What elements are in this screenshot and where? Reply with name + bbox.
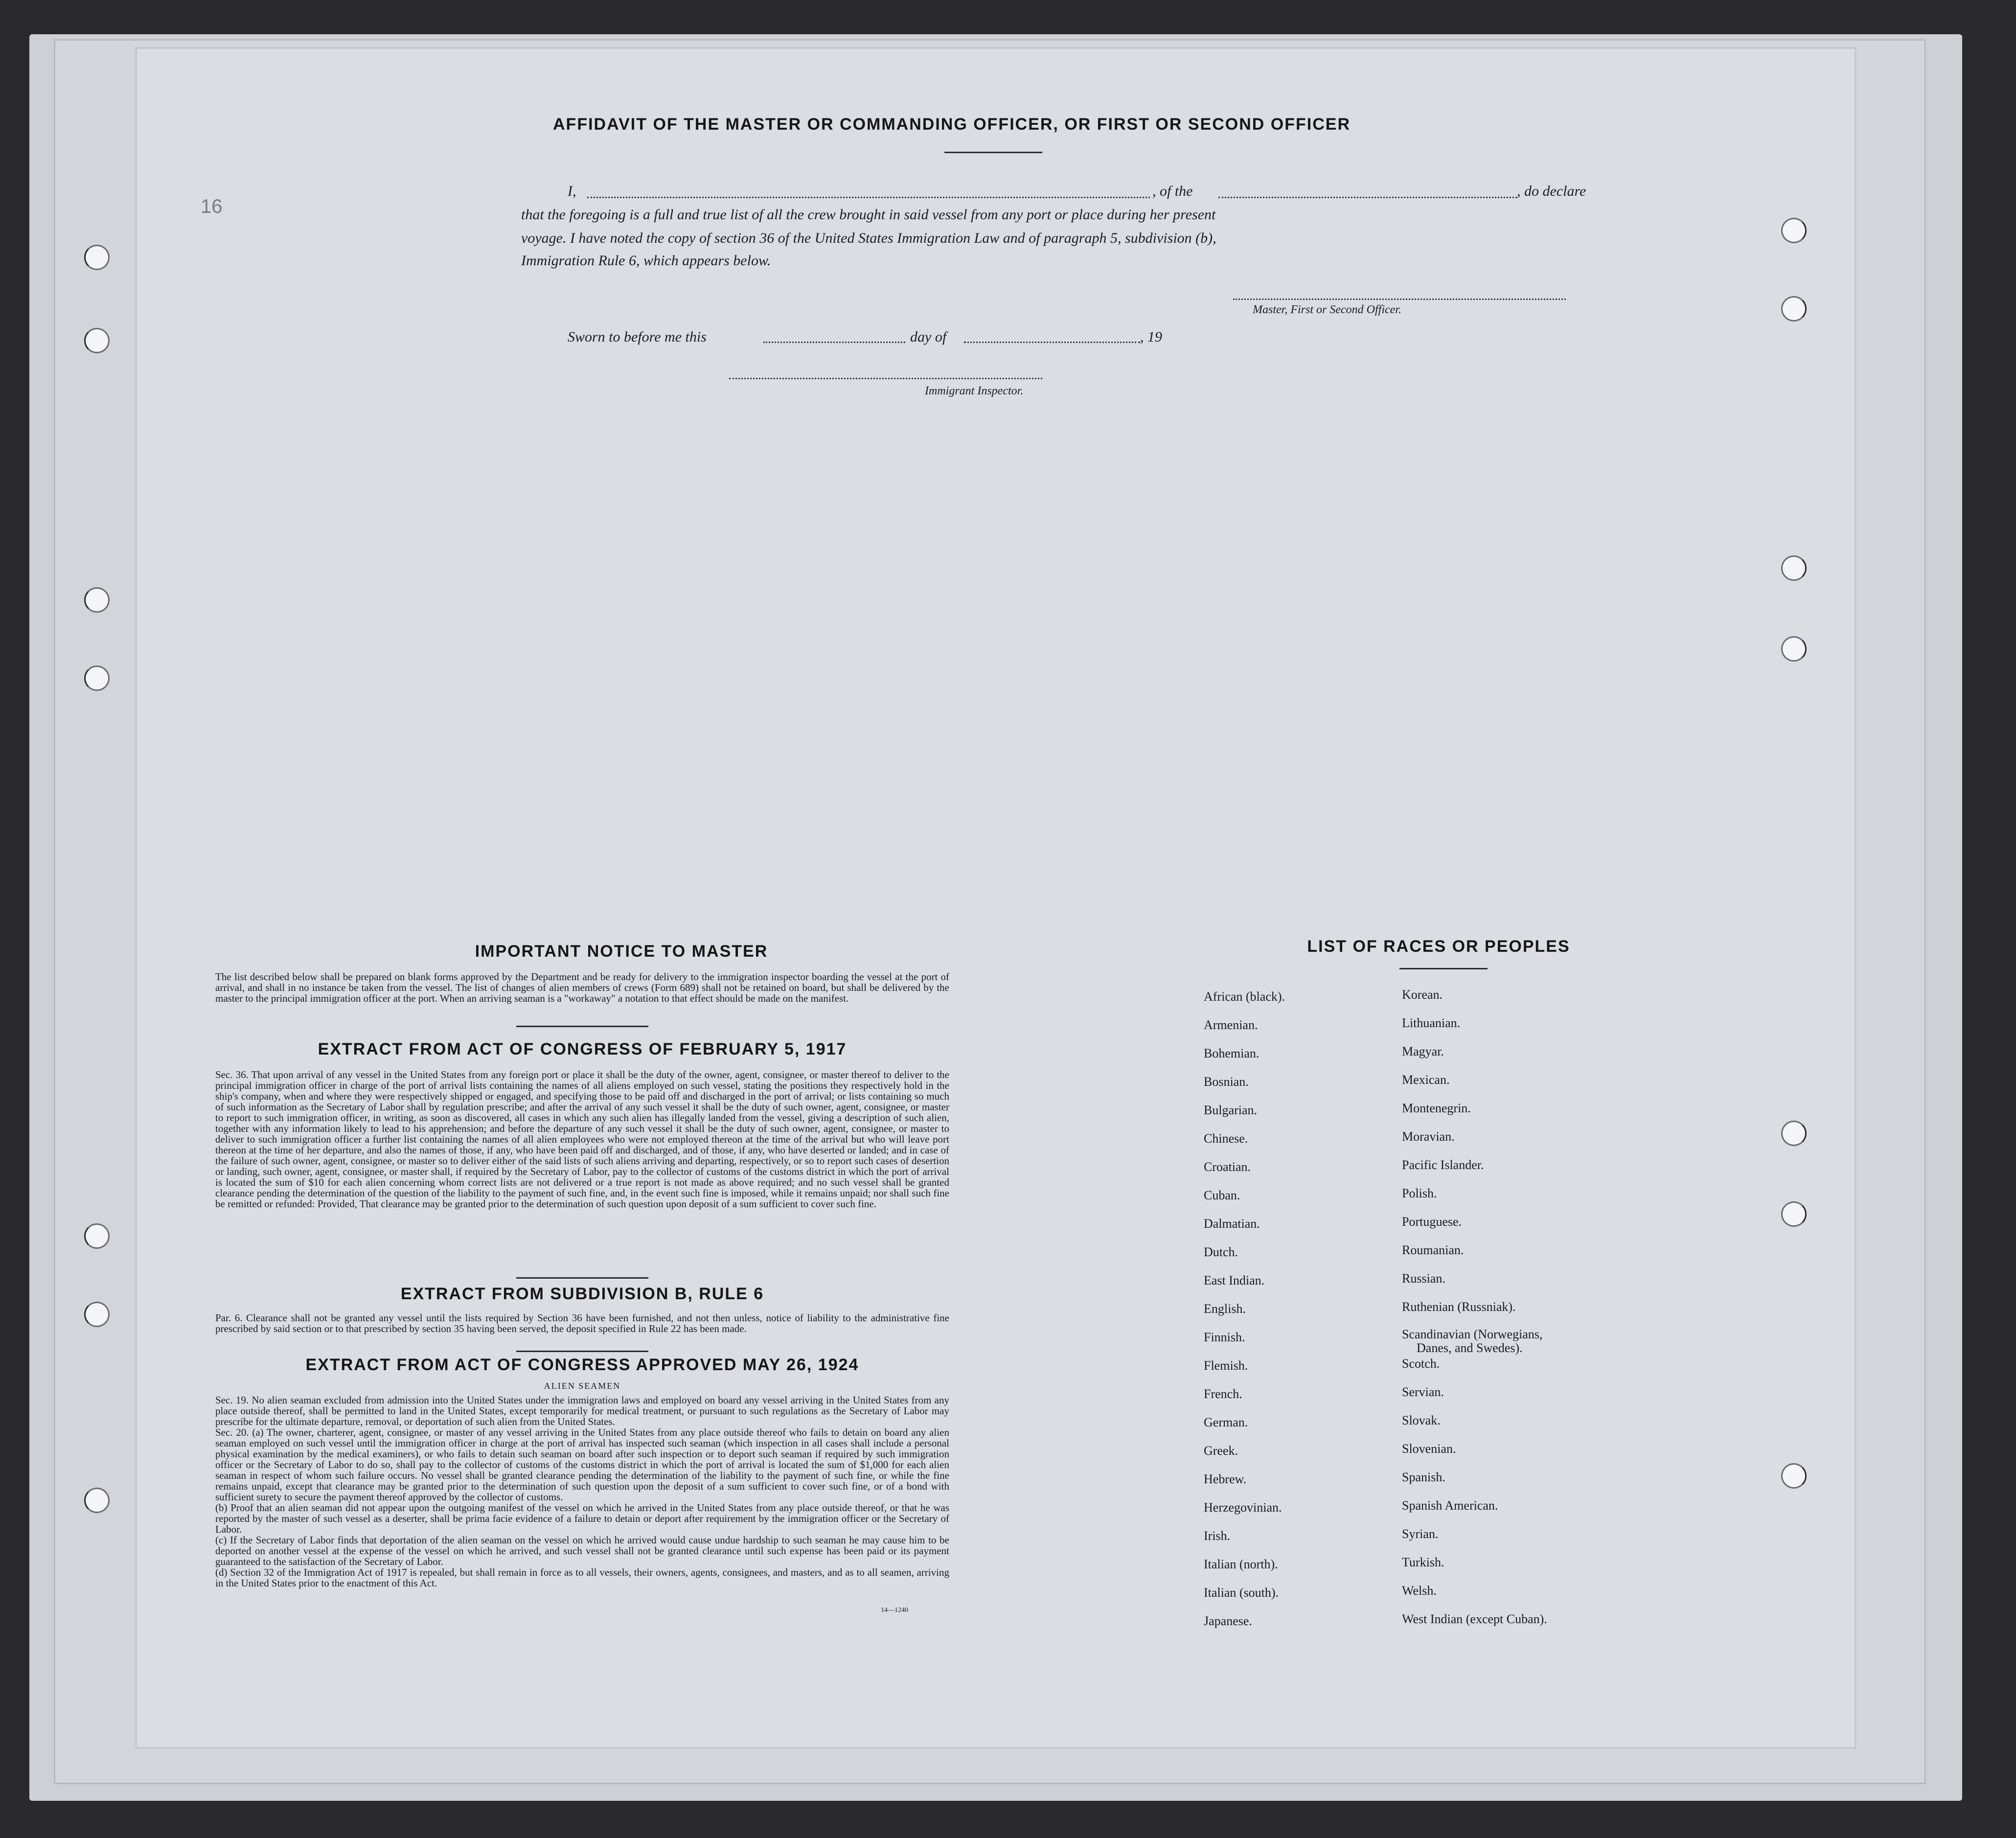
divider (1399, 968, 1488, 969)
affidavit-line-2: that the foregoing is a full and true list of all the crew brought in said vessel from any port or place during her present (521, 207, 1216, 223)
punch-hole (1781, 555, 1807, 581)
page-number: 16 (201, 196, 223, 217)
affidavit-i-label: I, (568, 183, 576, 199)
divider (944, 152, 1042, 153)
extract-1917-title: EXTRACT FROM ACT OF CONGRESS OF FEBRUARY 5, 1917 (318, 1040, 847, 1058)
race-item: Bohemian. (1204, 1046, 1260, 1060)
race-item-continuation: Danes, and Swedes). (1417, 1341, 1523, 1355)
race-item: Russian. (1402, 1271, 1445, 1286)
punch-hole (84, 587, 110, 613)
punch-hole (84, 1223, 110, 1249)
race-item: Montenegrin. (1402, 1101, 1471, 1115)
race-item: Moravian. (1402, 1129, 1455, 1144)
extract-1924-body: Sec. 19. No alien seaman excluded from admission into the United States under the immigration laws and employed on board any vessel arriving in the United States from any place outside thereof, shall be permitted to land in the United States, except temporarily for medical treatment, or pursuant to such regulations as the Secretary of Labor may prescribe for the ultimate departure, removal, or deportation of such alien from the United States. Sec. 20. (a) The owner, charterer, agent, consignee, or master of any vessel arriving in the United States from any place outside thereof who fails to detain on board any alien seaman employed on such vessel until the immigration officer in charge at the port of arrival has inspected such seaman (which inspection in all cases shall include a personal physical examination by the medical examiners), or who fails to detain such seaman on board after such inspection or to deport such seaman if required by such immigration officer or the Secretary of Labor to do so, shall pay to the collector of customs of the customs district in which the port of arrival is located the sum of $1,000 for each alien seaman in respect of whom such failure occurs. No vessel shall be granted clearance pending the determination of the liability to the payment of such fine, or while the fine remains unpaid, except that clearance may be granted prior to the determination of such question upon the deposit of a sum sufficient to cover such fine, or of a bond with sufficient surety to secure the payment thereof approved by the collector of customs. (b) Proof that an alien seaman did not appear upon the outgoing manifest of the vessel on which he arrived in the United States from any place outside thereof, or that he was reported by the master of such vessel as a deserter, shall be prima facie evidence of a failure to detain or deport after requirement by the immigration officer or the Secretary of Labor. (c) If the Secretary of Labor finds that deportation of the alien seaman on the vessel on which he arrived would cause undue hardship to such seaman he may cause him to be deported on another vessel at the expense of the vessel on which he arrived, and such vessel shall not be granted clearance until such expense has been paid or its payment guaranteed to the satisfaction of the Secretary of Labor. (d) Section 32 of the Immigration Act of 1917 is repealed, but shall remain in force as to all vessels, their owners, agents, consignees, and masters, and as to all seamen, arriving in the United States prior to the enactment of this Act. (215, 1394, 949, 1589)
race-item: Roumanian. (1402, 1243, 1464, 1257)
race-item: African (black). (1204, 989, 1285, 1004)
race-item: Pacific Islander. (1402, 1158, 1484, 1172)
race-item: Cuban. (1204, 1188, 1240, 1202)
race-item: Armenian. (1204, 1018, 1258, 1032)
affidavit-do-declare-label: , do declare (1517, 183, 1586, 199)
race-item: Scandinavian (Norwegians, (1402, 1327, 1543, 1341)
inspector-signature-line[interactable] (729, 378, 1042, 379)
year-label: , 19 (1140, 329, 1162, 345)
race-item: Dutch. (1204, 1245, 1238, 1259)
form-number: 14—1240 (881, 1607, 908, 1614)
race-item: Italian (north). (1204, 1557, 1278, 1571)
master-signature-label: Master, First or Second Officer. (1253, 303, 1401, 316)
race-item: Lithuanian. (1402, 1016, 1461, 1030)
punch-hole (84, 328, 110, 353)
notice-body: The list described below shall be prepared on blank forms approved by the Department and be ready for delivery to the immigration inspector boarding the vessel at the port of arrival, and shall in no instance be taken from the vessel. The list of changes of alien members of crews (Form 689) shall not be retained on board, but shall be delivered by the master to the principal immigration officer at the port. When an arriving seaman is a "workaway" a notation to that effect should be made on the manifest. (215, 971, 949, 1004)
race-item: Slovak. (1402, 1413, 1441, 1427)
race-item: Irish. (1204, 1529, 1231, 1543)
punch-hole (84, 245, 110, 270)
race-item: German. (1204, 1415, 1248, 1429)
race-item: Japanese. (1204, 1614, 1252, 1628)
race-item: Polish. (1402, 1186, 1437, 1200)
affidavit-of-the-label: , of the (1152, 183, 1193, 199)
race-item: Spanish. (1402, 1470, 1445, 1484)
sworn-month-blank[interactable] (964, 342, 1140, 343)
race-item: West Indian (except Cuban). (1402, 1612, 1547, 1626)
race-item: Ruthenian (Russniak). (1402, 1300, 1516, 1314)
day-of-label: day of (910, 329, 947, 345)
punch-hole (1781, 636, 1807, 662)
race-item: Syrian. (1402, 1527, 1439, 1541)
race-item: Croatian. (1204, 1160, 1251, 1174)
race-item: Welsh. (1402, 1584, 1437, 1598)
race-item: Mexican. (1402, 1073, 1450, 1087)
affidavit-line-3: voyage. I have noted the copy of section 36 of the United States Immigration Law and of paragraph 5, subdivision (b), (521, 230, 1216, 246)
divider (516, 1351, 648, 1352)
punch-hole (1781, 1121, 1807, 1146)
punch-hole (84, 666, 110, 691)
sworn-day-blank[interactable] (763, 342, 905, 343)
affidavit-title: AFFIDAVIT OF THE MASTER OR COMMANDING OFFICER, OR FIRST OR SECOND OFFICER (553, 115, 1351, 134)
race-item: English. (1204, 1302, 1246, 1316)
race-item: Spanish American. (1402, 1498, 1498, 1513)
race-item: Scotch. (1402, 1356, 1440, 1371)
race-item: Magyar. (1402, 1044, 1444, 1058)
extract-rule6-title: EXTRACT FROM SUBDIVISION B, RULE 6 (400, 1285, 764, 1303)
extract-1924-subtitle: ALIEN SEAMEN (544, 1381, 621, 1391)
inspector-label: Immigrant Inspector. (925, 385, 1024, 397)
race-item: Dalmatian. (1204, 1217, 1260, 1231)
race-item: Flemish. (1204, 1358, 1248, 1373)
race-item: Korean. (1402, 988, 1443, 1002)
race-item: Italian (south). (1204, 1585, 1279, 1600)
race-item: Slovenian. (1402, 1442, 1456, 1456)
vessel-blank[interactable] (1218, 197, 1517, 198)
race-item: Chinese. (1204, 1131, 1248, 1146)
race-item: Servian. (1402, 1385, 1444, 1399)
race-item: Herzegovinian. (1204, 1500, 1282, 1515)
race-item: Hebrew. (1204, 1472, 1247, 1486)
punch-hole (1781, 296, 1807, 322)
punch-hole (1781, 218, 1807, 243)
race-item: East Indian. (1204, 1273, 1265, 1287)
punch-hole (1781, 1463, 1807, 1489)
race-item: Bulgarian. (1204, 1103, 1258, 1117)
race-item: Bosnian. (1204, 1075, 1249, 1089)
affidavit-line-4: Immigration Rule 6, which appears below. (521, 253, 771, 269)
race-item: Turkish. (1402, 1555, 1444, 1569)
punch-hole (1781, 1201, 1807, 1227)
race-item: Greek. (1204, 1444, 1238, 1458)
race-item: Portuguese. (1402, 1215, 1462, 1229)
extract-1924-title: EXTRACT FROM ACT OF CONGRESS APPROVED MAY 26, 1924 (305, 1356, 859, 1374)
punch-hole (84, 1302, 110, 1327)
races-title: LIST OF RACES OR PEOPLES (1307, 937, 1570, 956)
race-item: French. (1204, 1387, 1242, 1401)
notice-title: IMPORTANT NOTICE TO MASTER (475, 942, 768, 961)
divider (516, 1277, 648, 1279)
punch-hole (84, 1488, 110, 1513)
document-page (137, 49, 1855, 1747)
extract-1917-body: Sec. 36. That upon arrival of any vessel in the United States from any foreign port or place it shall be the duty of the owner, agent, consignee, or master thereof to deliver to the principal immigration officer in charge of the port of arrival lists containing the names of all aliens employed on such vessel, stating the positions they respectively hold in the ship's company, when and where they were respectively shipped or engaged, and specifying those to be paid off and discharged in the port of arrival; or lists containing so much of such information as the Secretary of Labor shall by regulation prescribe; and after the arrival of any such vessel it shall be the duty of such owner, agent, consignee, or master to report to such immigration officer, in writing, as soon as discovered, all cases in which any such alien has illegally landed from the vessel, giving a description of such alien, together with any information likely to lead to his apprehension; and before the departure of any such vessel it shall be the duty of such owner, agent, consignee, or master to deliver to such immigration officer a further list containing the names of all alien employees who were not employed thereon at the time of the arrival but who will leave port thereon at the time of her departure, and also the names of those, if any, who have been paid off and discharged, and of those, if any, who have deserted or landed; and in case of the failure of such owner, agent, consignee, or master so to deliver either of the said lists of such aliens arriving and departing, respectively, or so to report such cases of desertion or landing, such owner, agent, consignee, or master shall, if required by the Secretary of Labor, pay to the collector of customs of the customs district in which the port of arrival is located the sum of $10 for each alien concerning whom correct lists are not delivered or a true report is not made as above required; and no such vessel shall be granted clearance pending the determination of the question of the liability to the payment of such fine, and, in the event such fine is imposed, while it remains unpaid; nor shall such fine be remitted or refunded: Provided, That clearance may be granted prior to the determination of such question upon deposit of a sum sufficient to cover such fine. (215, 1069, 949, 1210)
race-item: Finnish. (1204, 1330, 1245, 1344)
divider (516, 1026, 648, 1027)
name-blank[interactable] (587, 197, 1150, 198)
sworn-label: Sworn to before me this (568, 329, 707, 345)
extract-rule6-body: Par. 6. Clearance shall not be granted any vessel until the lists required by Section 36 have been furnished, and not then unless, notice of liability to the administrative fine prescribed by said section or to that prescribed by section 35 having been served, the deposit specified in Rule 22 has been made. (215, 1312, 949, 1334)
